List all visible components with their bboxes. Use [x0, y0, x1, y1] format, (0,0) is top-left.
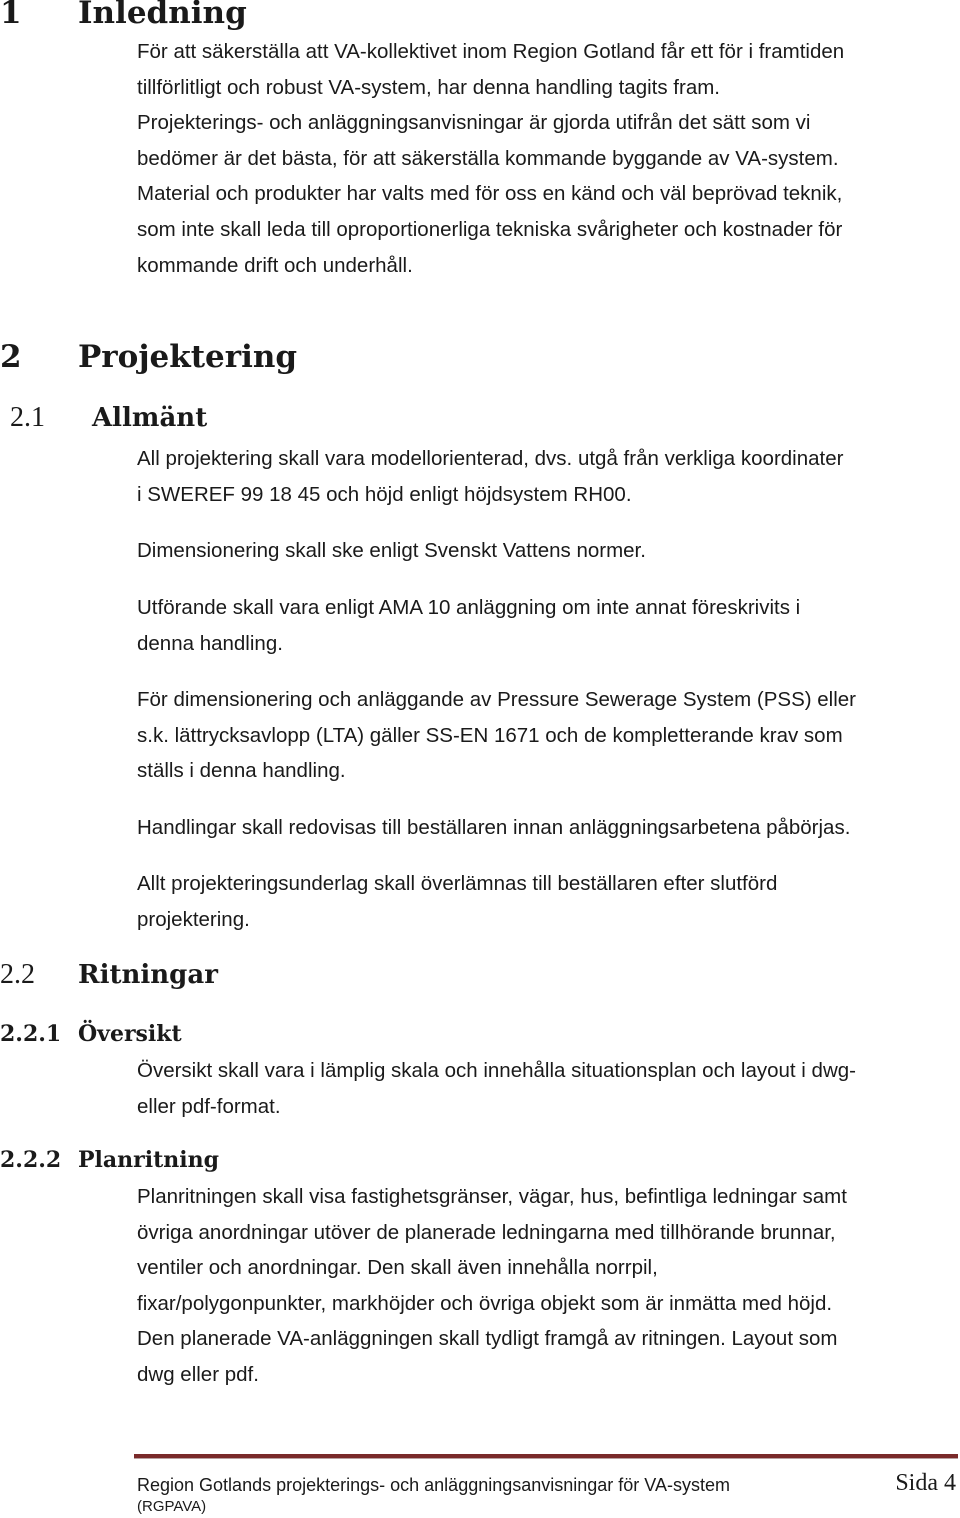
section-2-2-1-heading [0, 1023, 182, 1045]
allmant-paragraph-5 [137, 810, 957, 846]
text-line: Projekterings- och anläggningsanvisningar är gjorda utifrån det sätt som vi [137, 111, 811, 135]
section-title: Inledning [78, 0, 247, 31]
text-line: i SWEREF 99 18 45 och höjd enligt höjdsystem RH00. [137, 482, 632, 506]
footer-title: Region Gotlands projekterings- och anläggningsanvisningar för VA-system [137, 1475, 730, 1495]
text-line: fixar/polygonpunkter, markhöjder och övriga objekt som är inmätta med höjd. [137, 1291, 833, 1315]
section-number: 1 [0, 0, 22, 31]
allmant-paragraph-2 [137, 533, 957, 569]
section-title: Allmänt [92, 403, 208, 433]
text-line: s.k. lättrycksavlopp (LTA) gäller SS-EN 1671 och de kompletterande krav som [137, 723, 843, 747]
allmant-paragraph-4 [137, 682, 957, 789]
text-line: Den planerade VA-anläggningen skall tydligt framgå av ritningen. Layout som [137, 1327, 838, 1351]
allmant-paragraph-6 [137, 866, 957, 937]
text-line: övriga anordningar utöver de planerade ledningarna med tillhörande brunnar, [137, 1220, 836, 1244]
allmant-paragraph-1 [137, 441, 957, 512]
section-2-2-heading [0, 961, 218, 989]
section-1-heading [0, 0, 247, 29]
text-line: projektering. [137, 907, 250, 931]
text-line: Planritningen skall visa fastighetsgränser, vägar, hus, befintliga ledningar samt [137, 1185, 847, 1208]
text-line: ställs i denna handling. [137, 759, 346, 783]
section-number: 2 [0, 339, 22, 375]
text-line: Översikt skall vara i lämplig skala och innehålla situationsplan och layout i dwg- [137, 1059, 856, 1082]
text-line: tillförlitligt och robust VA-system, har denna handling tagits fram. [137, 75, 720, 99]
text-line: All projektering skall vara modellorienterad, dvs. utgå från verkliga koordinater [137, 447, 844, 470]
text-line: För dimensionering och anläggande av Pressure Sewerage System (PSS) eller [137, 688, 857, 711]
oversikt-paragraph [137, 1053, 957, 1124]
text-line: denna handling. [137, 631, 283, 655]
section-title: Projektering [78, 339, 298, 375]
allmant-paragraph-3 [137, 590, 957, 661]
footer-rule [134, 1454, 958, 1459]
text-line: ventiler och anordningar. Den skall även innehålla norrpil, [137, 1256, 658, 1280]
section-2-1-heading [10, 404, 207, 432]
section-number: 2.2.2 [0, 1147, 62, 1173]
section-number: 2.2 [0, 959, 35, 990]
section-number: 2.2.1 [0, 1021, 62, 1047]
planritning-paragraph [137, 1179, 957, 1393]
section-2-2-2-heading [0, 1149, 219, 1171]
text-line: För att säkerställa att VA-kollektivet inom Region Gotland får ett för i framtiden [137, 40, 845, 63]
text-line: dwg eller pdf. [137, 1362, 259, 1386]
text-line: Dimensionering skall ske enligt Svenskt Vattens normer. [137, 539, 646, 562]
section-2-heading [0, 339, 298, 375]
text-line: som inte skall leda till oproportionerliga tekniska svårigheter och kostnader för [137, 217, 843, 241]
intro-paragraph [137, 34, 957, 283]
page-number: Sida 4 [895, 1470, 956, 1496]
text-line: Utförande skall vara enligt AMA 10 anläggning om inte annat föreskrivits i [137, 596, 801, 619]
section-title: Översikt [78, 1021, 182, 1047]
section-number: 2.1 [10, 402, 45, 433]
text-line: Material och produkter har valts med för oss en känd och väl beprövad teknik, [137, 182, 843, 206]
text-line: bedömer är det bästa, för att säkerställa kommande byggande av VA-system. [137, 146, 839, 170]
text-line: eller pdf-format. [137, 1094, 281, 1118]
text-line: Allt projekteringsunderlag skall överlämnas till beställaren efter slutförd [137, 872, 778, 895]
footer-abbreviation: (RGPAVA) [137, 1498, 207, 1515]
text-line: kommande drift och underhåll. [137, 253, 413, 277]
text-line: Handlingar skall redovisas till beställaren innan anläggningsarbetena påbörjas. [137, 816, 851, 839]
section-title: Ritningar [78, 960, 218, 990]
section-title: Planritning [78, 1147, 219, 1173]
